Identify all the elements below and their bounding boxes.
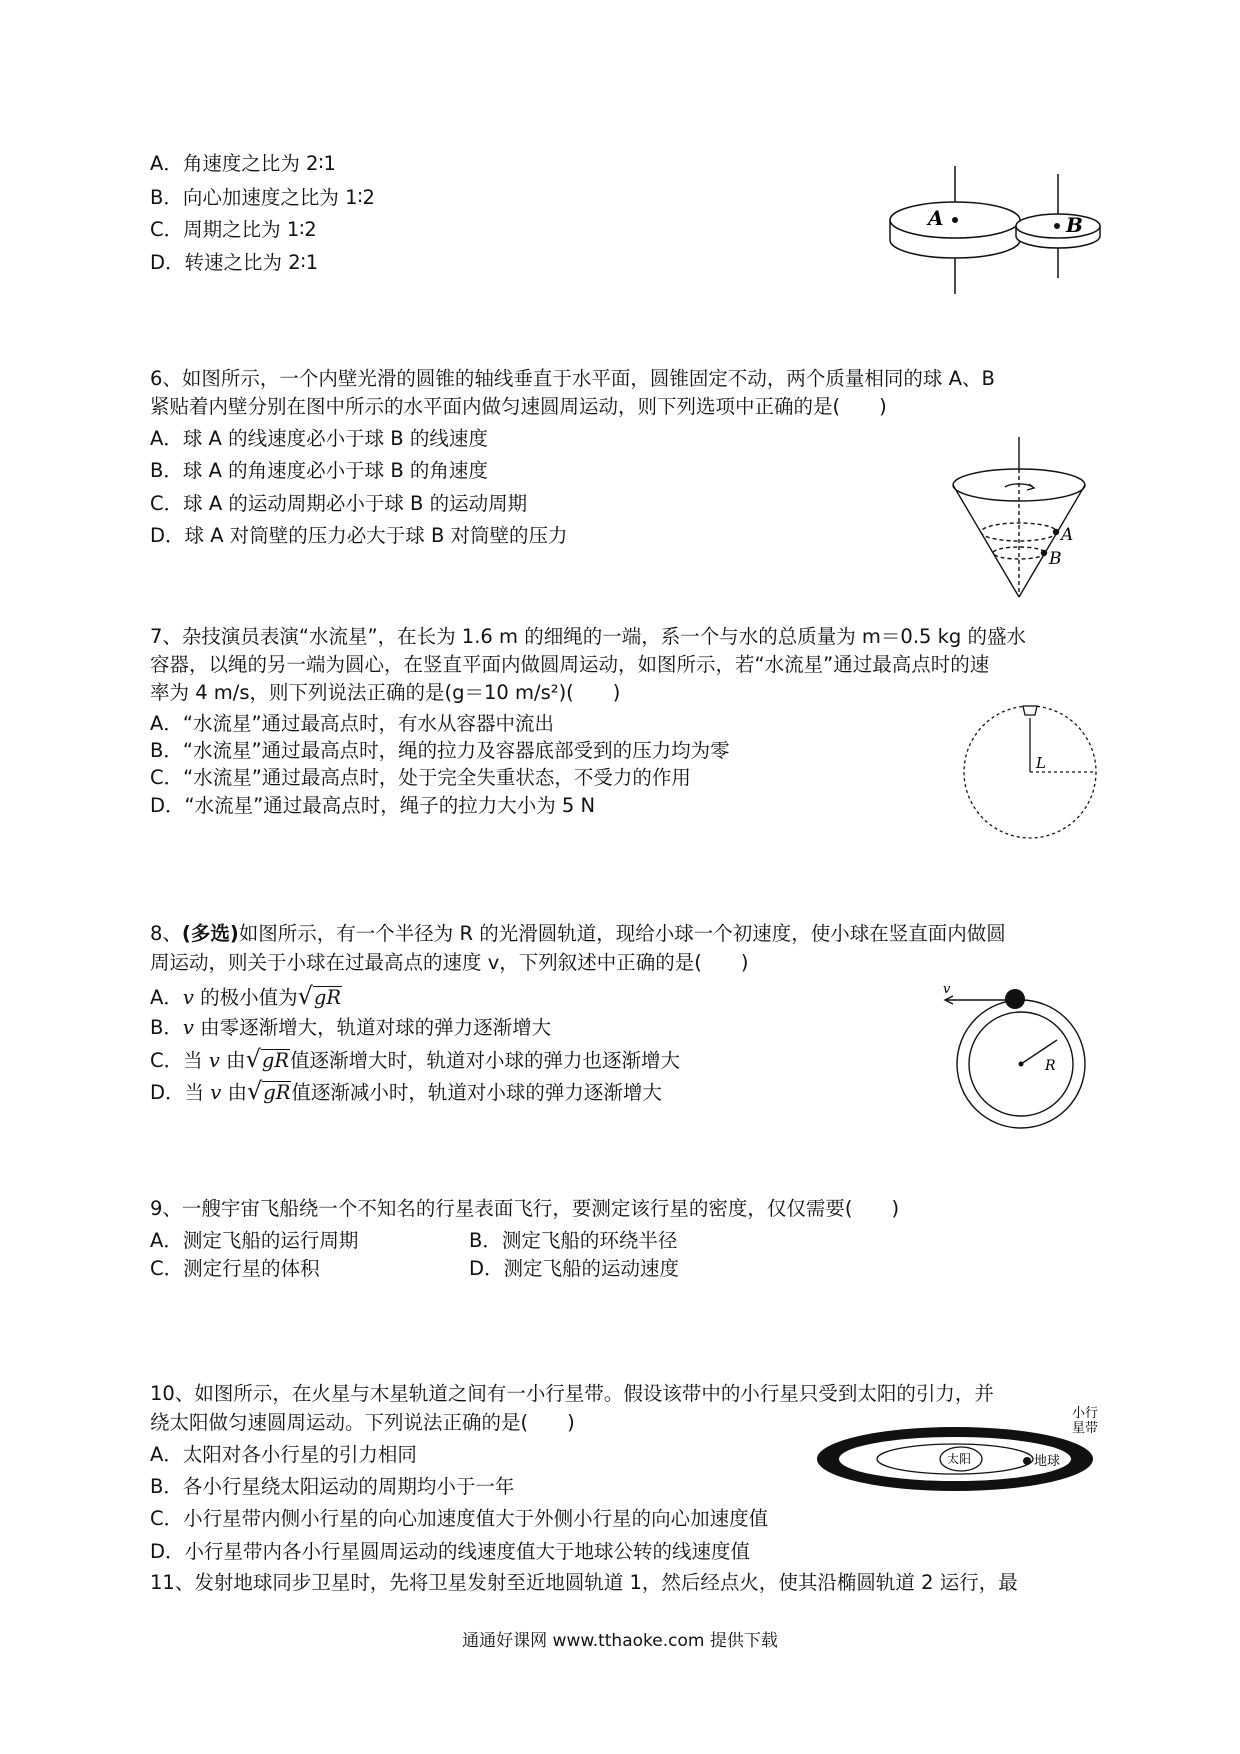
q6-stem-line1: 6、如图所示，一个内壁光滑的圆锥的轴线垂直于水平面，圆锥固定不动，两个质量相同的球 A、B	[150, 367, 995, 390]
q7-option-d: D．“水流星”通过最高点时，绳子的拉力大小为 5 N	[150, 794, 596, 817]
q8-number: 8、	[150, 922, 182, 945]
q5-option-d: D．转速之比为 2∶1	[150, 251, 319, 274]
q8-track-figure	[935, 980, 1105, 1130]
q9-option-a: A．测定飞船的运行周期	[150, 1229, 359, 1252]
q9-option-c: C．测定行星的体积	[150, 1257, 320, 1280]
q10-option-a: A．太阳对各小行星的引力相同	[150, 1443, 417, 1466]
q11-stem: 11、发射地球同步卫星时，先将卫星发射至近地圆轨道 1，然后经点火，使其沿椭圆轨道 2 运行，最	[150, 1571, 1018, 1594]
sqrt-gr: √gR	[245, 1045, 290, 1073]
q6-option-b: B．球 A 的角速度必小于球 B 的角速度	[150, 459, 488, 482]
q5-label-a: A	[928, 206, 944, 230]
q10-label-earth: 地球	[1034, 1454, 1061, 1469]
q7-stem-line3: 率为 4 m/s，则下列说法正确的是(g＝10 m/s²)( )	[150, 681, 621, 704]
q6-option-c: C．球 A 的运动周期必小于球 B 的运动周期	[150, 492, 528, 515]
q8-stem-line2: 周运动，则关于小球在过最高点的速度 v，下列叙述中正确的是( )	[150, 951, 749, 974]
q6-stem-line2: 紧贴着内壁分别在图中所示的水平面内做匀速圆周运动，则下列选项中正确的是( )	[150, 395, 887, 418]
q5-disc-figure	[880, 160, 1140, 300]
q7-stem-line2: 容器，以绳的另一端为圆心，在竖直平面内做圆周运动，如图所示，若“水流星”通过最高点时的速	[150, 653, 990, 676]
q5-option-c: C．周期之比为 1∶2	[150, 218, 317, 241]
q8-option-c: C．当 v 由√gR值逐渐增大时，轨道对小球的弹力也逐渐增大	[150, 1045, 681, 1073]
sqrt-gr: √gR	[297, 982, 342, 1010]
q9-option-d: D．测定飞船的运动速度	[469, 1257, 680, 1280]
q10-option-b: B．各小行星绕太阳运动的周期均小于一年	[150, 1475, 515, 1498]
q6-label-b: B	[1049, 549, 1062, 569]
q7-option-c: C．“水流星”通过最高点时，处于完全失重状态，不受力的作用	[150, 766, 691, 789]
q10-label-belt-line2: 星带	[1072, 1421, 1099, 1436]
q10-belt-figure	[815, 1405, 1105, 1495]
q8-label-v: v	[943, 982, 951, 997]
q8-option-b: B．v 由零逐渐增大，轨道对球的弹力逐渐增大	[150, 1016, 552, 1039]
q7-label-l: L	[1036, 754, 1046, 772]
q10-stem-line1: 10、如图所示，在火星与木星轨道之间有一小行星带。假设该带中的小行星只受到太阳的引力，并	[150, 1382, 994, 1405]
page-footer: 通通好课网 www.tthaoke.com 提供下载	[462, 1631, 778, 1651]
q6-option-a: A．球 A 的线速度必小于球 B 的线速度	[150, 427, 488, 450]
q10-stem-line2: 绕太阳做匀速圆周运动。下列说法正确的是( )	[150, 1411, 575, 1434]
q7-circle-figure	[960, 700, 1100, 840]
q9-stem: 9、一艘宇宙飞船绕一个不知名的行星表面飞行，要测定该行星的密度，仅仅需要( )	[150, 1197, 900, 1220]
q7-option-a: A．“水流星”通过最高点时，有水从容器中流出	[150, 712, 555, 735]
q6-option-d: D．球 A 对筒壁的压力必大于球 B 对筒壁的压力	[150, 524, 568, 547]
q6-label-a: A	[1061, 525, 1074, 545]
q10-option-d: D．小行星带内各小行星圆周运动的线速度值大于地球公转的线速度值	[150, 1540, 751, 1563]
q8-option-d: D．当 v 由√gR值逐渐减小时，轨道对小球的弹力逐渐增大	[150, 1077, 662, 1105]
q10-label-sun: 太阳	[947, 1452, 972, 1466]
q8-label-r: R	[1045, 1058, 1056, 1074]
q8-multi-select-tag: (多选)	[181, 922, 239, 945]
q9-option-b: B．测定飞船的环绕半径	[469, 1229, 678, 1252]
q5-option-a: A．角速度之比为 2∶1	[150, 152, 336, 175]
q10-label-belt-line1: 小行	[1072, 1406, 1099, 1421]
q5-option-b: B．向心加速度之比为 1∶2	[150, 186, 375, 209]
q8-stem-line1	[150, 920, 1006, 948]
q7-option-b: B．“水流星”通过最高点时，绳的拉力及容器底部受到的压力均为零	[150, 739, 730, 762]
q7-stem-line1: 7、杂技演员表演“水流星”，在长为 1.6 m 的细绳的一端，系一个与水的总质量为 m＝0.5 kg 的盛水	[150, 625, 1026, 648]
sqrt-gr: √gR	[246, 1077, 291, 1105]
q5-label-b: B	[1066, 213, 1083, 237]
q8-option-a: A．v 的极小值为√gR	[150, 982, 342, 1010]
q8-stem-text: 如图所示，有一个半径为 R 的光滑圆轨道，现给小球一个初速度，使小球在竖直面内做圆	[238, 922, 1006, 945]
q10-option-c: C．小行星带内侧小行星的向心加速度值大于外侧小行星的向心加速度值	[150, 1507, 769, 1530]
q6-cone-figure	[945, 435, 1105, 605]
